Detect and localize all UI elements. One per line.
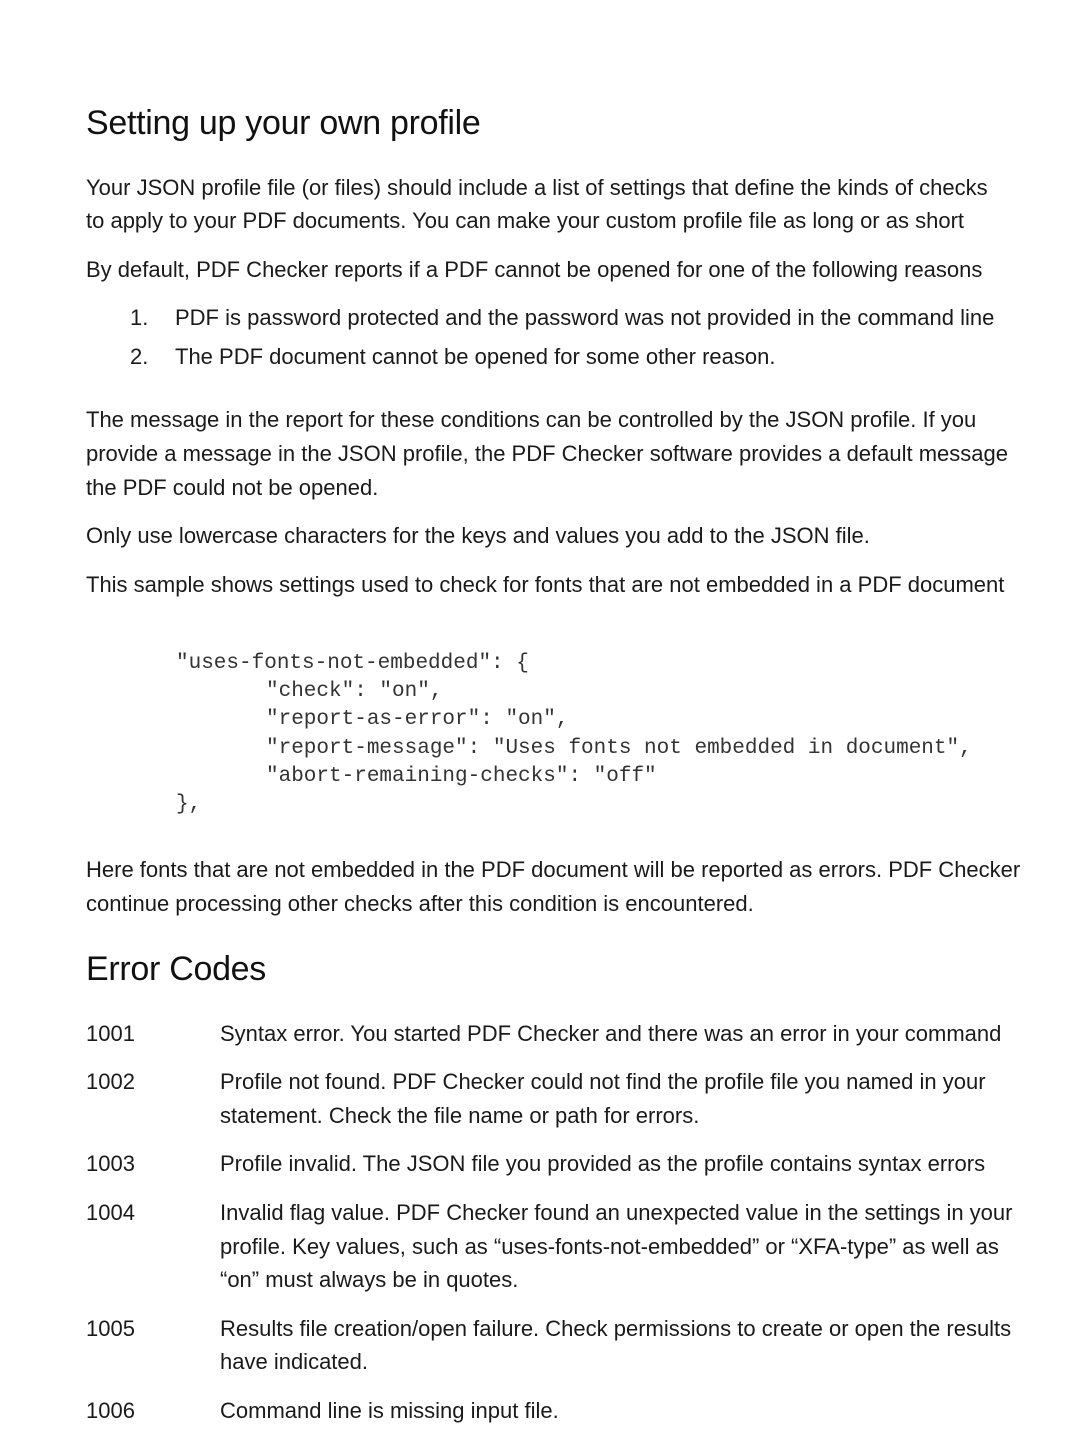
paragraph-line: The message in the report for these conditions can be controlled by the JSON profile. If you xyxy=(86,407,977,432)
error-description: Results file creation/open failure. Check permissions to create or open the results xyxy=(220,1316,1012,1341)
error-description: Command line is missing input file. xyxy=(220,1398,559,1423)
error-description: profile. Key values, such as “uses-fonts-not-embedded” or “XFA-type” as well as xyxy=(220,1234,999,1259)
error-description: statement. Check the file name or path for errors. xyxy=(220,1103,700,1128)
error-description: “on” must always be in quotes. xyxy=(220,1267,519,1292)
error-description: Syntax error. You started PDF Checker and there was an error in your command xyxy=(220,1021,1002,1046)
error-code: 1001 xyxy=(86,1021,135,1046)
error-code: 1002 xyxy=(86,1069,135,1094)
paragraph-line: By default, PDF Checker reports if a PDF cannot be opened for one of the following reasons xyxy=(86,257,983,282)
code-line: "uses-fonts-not-embedded": { xyxy=(176,652,529,675)
paragraph-line: This sample shows settings used to check for fonts that are not embedded in a PDF document xyxy=(86,572,1005,597)
paragraph-line: Here fonts that are not embedded in the PDF document will be reported as errors. PDF Checker xyxy=(86,857,1021,882)
code-line: "report-message": "Uses fonts not embedded in document", xyxy=(266,737,972,760)
error-description: Profile invalid. The JSON file you provided as the profile contains syntax errors xyxy=(220,1151,986,1176)
error-description: Profile not found. PDF Checker could not find the profile file you named in your xyxy=(220,1069,986,1094)
code-line: "abort-remaining-checks": "off" xyxy=(266,765,657,788)
code-line: "check": "on", xyxy=(266,680,443,703)
code-line: }, xyxy=(176,793,202,816)
paragraph-line: the PDF could not be opened. xyxy=(86,475,379,500)
code-line: "report-as-error": "on", xyxy=(266,708,569,731)
paragraph-line: to apply to your PDF documents. You can make your custom profile file as long or as short xyxy=(86,208,965,233)
list-number: 1. xyxy=(130,305,149,330)
error-code: 1004 xyxy=(86,1200,135,1225)
list-number: 2. xyxy=(130,344,149,369)
error-code: 1006 xyxy=(86,1398,135,1423)
paragraph-line: continue processing other checks after this condition is encountered. xyxy=(86,891,754,916)
list-item-text: PDF is password protected and the password was not provided in the command line xyxy=(175,305,995,330)
list-item-text: The PDF document cannot be opened for some other reason. xyxy=(175,344,776,369)
error-code: 1005 xyxy=(86,1316,135,1341)
section-heading-error-codes: Error Codes xyxy=(86,950,266,988)
section-heading-profile: Setting up your own profile xyxy=(86,104,481,142)
error-description: Invalid flag value. PDF Checker found an unexpected value in the settings in your xyxy=(220,1200,1013,1225)
error-code: 1003 xyxy=(86,1151,135,1176)
paragraph-line: provide a message in the JSON profile, the PDF Checker software provides a default message xyxy=(86,441,1009,466)
error-description: have indicated. xyxy=(220,1349,368,1374)
paragraph-line: Your JSON profile file (or files) should include a list of settings that define the kinds of checks xyxy=(86,175,988,200)
paragraph-line: Only use lowercase characters for the keys and values you add to the JSON file. xyxy=(86,523,870,548)
